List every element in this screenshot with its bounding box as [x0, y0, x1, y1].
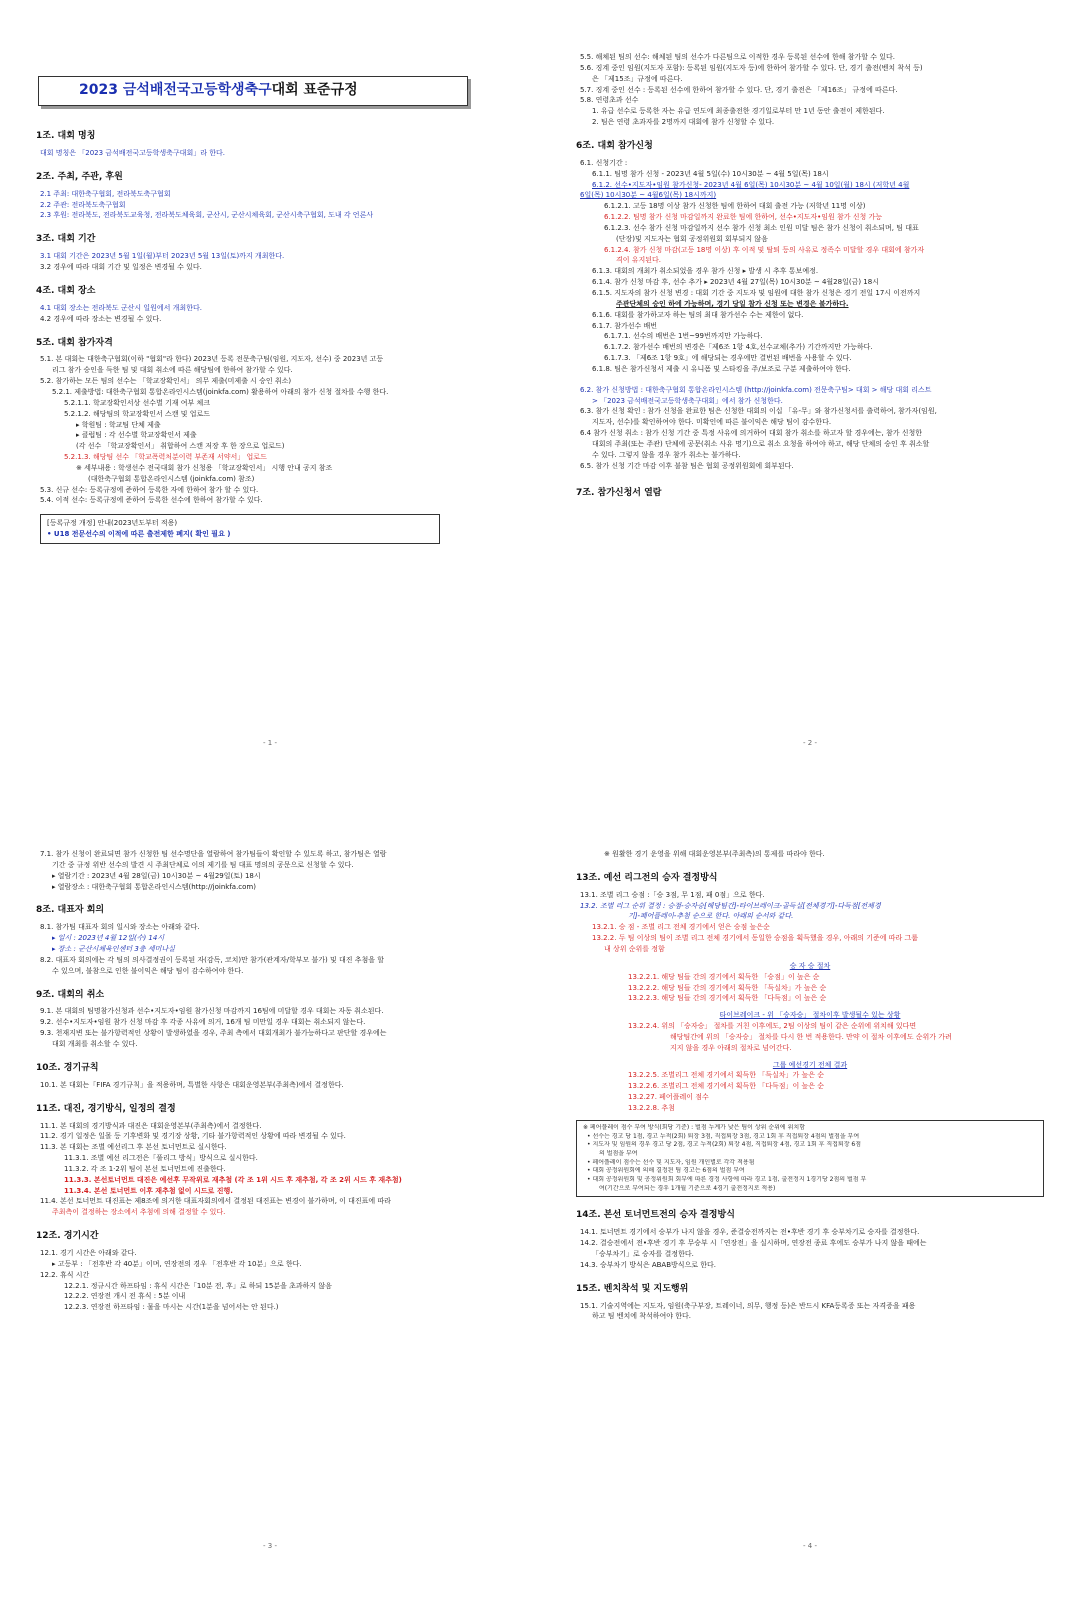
- text-line: (대한축구협회 통합온라인시스템 (joinkfa.com) 참조): [88, 474, 255, 483]
- text-line: 6.1.2. 선수•지도자•임원 참가신청- 2023년 4월 6일(목) 10시30분 ~ 4월 10일(월) 18시 (저학년 4월: [592, 180, 910, 189]
- text-line: 5.8. 연령초과 선수: [580, 96, 639, 105]
- text-line: 13.1. 조별 리그 승점 :「승 3점, 무 1점, 패 0점」으로 한다.: [580, 890, 765, 899]
- document-title: [38, 76, 468, 106]
- text-line: 5.2.1. 제출방법: 대한축구협회 통합온라인시스템(joinkfa.com) 활용하여 아래의 참가 신청 절차를 수행 한다.: [52, 387, 389, 396]
- text-line: ▸ 일시 : 2023년 4월 12일(수) 14시: [52, 934, 165, 943]
- text-line: 6.1.7.1. 선수의 배번은 1번~99번까지만 가능하다.: [604, 332, 763, 341]
- text-line: ▸ 열람장소 : 대한축구협회 통합온라인시스템(http://joinkfa.com): [52, 882, 256, 891]
- text-line: 13.2.2.8. 추첨: [628, 1103, 675, 1112]
- notice-title: [등록규정 개정] 안내(2023년도부터 적용): [47, 519, 178, 528]
- text-line: 13.2.2.2. 해당 팀들 간의 경기에서 획득한 「득실차」가 높은 순: [628, 983, 827, 992]
- text-line: > 「2023 금석배전국고등학생축구대회」에서 참가 신청한다.: [592, 396, 783, 405]
- text-line: 내 상위 순위를 정함: [604, 945, 665, 953]
- text-line: 대회의 주최(또는 주관) 단체에 공문(취소 사유 명기)으로 취소 요청을 하여야 하고, 해당 단체의 승인 후 취소할: [592, 439, 930, 448]
- text-line: 5.2. 참가하는 모든 팀의 선수는 「학교장확인서」 의무 제출(미제출 시 승인 취소): [40, 377, 292, 386]
- note-line: • 대회 공정위원회 및 공정위원회 회부에 따른 경정 사항에 따라 경고 1점, 출전정지 1경기당 2점의 벌점 부: [587, 1175, 867, 1183]
- text-line: 대회 개최를 취소할 수 있다.: [52, 1040, 138, 1048]
- text-line: 11.3.3. 본선토너먼트 대진은 예선후 무작위로 재추첨 (각 조 1위 시드 후 재추첨, 각 조 2위 시드 후 재추첨): [64, 1175, 402, 1184]
- title-rest: 대회 표준규정: [271, 82, 358, 99]
- page-number: - 2 -: [803, 739, 817, 748]
- text-line: 5.6. 징계 중인 임원(지도자 포함): 등록된 임원(지도자 등)에 한하여 참가할 수 있다. 단, 경기 출전(벤치 착석 등): [580, 63, 923, 72]
- text-line: 수 있다. 그렇지 않을 경우 참가 취소는 불가하다.: [592, 450, 741, 459]
- note-line: • 선수는 경고 당 1점, 경고 누적(2회) 퇴장 3점, 직접퇴장 3점, 경고 1회 후 직접퇴장 4점의 벌점을 부여: [587, 1132, 860, 1140]
- text-line: 2.2 주관: 전라북도축구협회: [40, 200, 126, 209]
- text-line: 13.2.1. 승 점 - 조별 리그 전체 경기에서 얻은 승점 높은순: [592, 923, 770, 932]
- section-heading: 3조. 대회 기간: [36, 234, 96, 245]
- text-line: 13.2.2. 두 팀 이상의 팀이 조별 리그 전체 경기에서 동일한 승점을 획득했을 경우, 아래의 기준에 따라 그룹: [592, 934, 919, 943]
- text-line: 2. 팀은 연령 초과자를 2명까지 대회에 참가 신청할 수 있다.: [592, 118, 775, 127]
- text-line: 11.3.2. 각 조 1·2위 팀이 본선 토너먼트에 진출한다.: [64, 1164, 226, 1173]
- subheading: 그룹 예선경기 전체 결과: [772, 1060, 848, 1069]
- text-line: 주최측이 결정하는 장소에서 추첨에 의해 결정할 수 있다.: [52, 1208, 226, 1217]
- fairplay-note-box: [576, 1120, 1044, 1198]
- text-line: 13.2.27. 페어플레이 점수: [628, 1093, 709, 1102]
- text-line: 13.2.2.5. 조별리그 전체 경기에서 획득한 「득실차」가 높은 순: [628, 1071, 824, 1080]
- text-line: 주관단체의 승인 하에 가능하며, 경기 당일 참가 신청 또는 변경은 불가하다.: [616, 299, 849, 308]
- text-line: 6.1.2.1. 고등 18명 이상 참가 신청한 팀에 한하여 대회 출전 가능 (저학년 11명 이상): [604, 202, 866, 211]
- section-heading: 15조. 벤치착석 및 지도행위: [576, 1283, 689, 1294]
- text-line: 6.1.7. 참가선수 배번: [592, 321, 658, 330]
- text-line: 「승부차기」로 승자를 결정한다.: [592, 1249, 694, 1258]
- text-line: 해당팀간에 위의 「승자승」 절차를 다시 한 번 적용한다. 만약 이 절차 이후에도 순위가 가려: [670, 1032, 952, 1041]
- section-heading: 4조. 대회 장소: [36, 285, 96, 296]
- text-line: 6.1.6. 대회를 참가하고자 하는 팀의 최대 참가선수 수는 제한이 없다.: [592, 310, 804, 319]
- text-line: 4.1 대회 장소는 전라북도 군산시 일원에서 개최한다.: [40, 303, 202, 312]
- text-line: 6.1.7.2. 참가선수 배번의 변경은「제6조 1항 4호,선수교체(추가) 기간까지만 가능하다.: [604, 343, 873, 352]
- subheading: 타이브레이크 - 위 「승자승」 절차이후 발생될수 있는 상황: [719, 1011, 901, 1020]
- text-line: 5.3. 신규 선수: 등록규정에 준하여 등록한 자에 한하여 참가 할 수 있다.: [40, 485, 259, 494]
- note-line: 여(기간으로 부여되는 경우 1개월 기준으로 4경기 출전정지로 적용): [599, 1184, 776, 1192]
- section-heading: 10조. 경기규칙: [36, 1062, 99, 1073]
- text-line: 13.2.2.4. 위의 「승자승」 절차를 거친 이후에도, 2팀 이상의 팀이 같은 순위에 위치해 있다면: [628, 1022, 917, 1031]
- text-line: 13.2. 조별 리그 순위 결정 : 승점-승자승[해당팀간]-타이브레이크-골득실[전체경기]-다득점[전체경: [580, 901, 881, 910]
- text-line: 15.1. 기술지역에는 지도자, 임원(축구부장, 트레이너, 의무, 행정 등)은 반드시 KFA등록증 또는 자격증을 패용: [580, 1301, 916, 1310]
- text-line: 9.2. 선수•지도자•임원 참가 신청 마감 후 각종 사유에 의거, 16개 팀 미만일 경우 대회는 취소되지 않는다.: [40, 1018, 366, 1027]
- text-line: 3.2 경우에 따라 대회 기간 및 일정은 변경될 수 있다.: [40, 263, 202, 272]
- section-heading: 12조. 경기시간: [36, 1231, 99, 1242]
- text-line: 6.1.2.4. 참가 신청 마감(고등 18명 이상) 후 이적 및 탈퇴 등의 사유로 정족수 미달할 경우 대회에 참가자: [604, 245, 925, 254]
- text-line: 14.1. 토너먼트 경기에서 승부가 나지 않을 경우, 준결승전까지는 전•후반 경기 후 승부차기로 승자를 결정한다.: [580, 1228, 920, 1237]
- section-heading: 6조. 대회 참가신청: [576, 140, 653, 151]
- text-line: 6.1.7.3. 「제6조 1항 9호」에 해당되는 경우에만 결번된 배번을 사용할 수 있다.: [604, 354, 852, 363]
- section-heading: 2조. 주최, 주관, 후원: [36, 171, 123, 182]
- text-line: 6.2. 참가 신청방법 : 대한축구협회 통합온라인시스템 (http://joinkfa.com) 전문축구팀> 대회 > 해당 대회 리스트: [580, 385, 932, 394]
- text-line: 하고 팀 벤치에 착석하여야 한다.: [592, 1312, 692, 1321]
- text-line: 지지 않을 경우 아래의 절차로 넘어간다.: [670, 1043, 792, 1052]
- text-line: 5.2.1.2. 해당팀의 학교장확인서 스캔 및 업로드: [64, 409, 211, 418]
- page-number: - 1 -: [263, 739, 277, 748]
- section-heading: 11조. 대진, 경기방식, 일정의 결정: [36, 1103, 176, 1114]
- section-heading: 14조. 본선 토너먼트전의 승자 결정방식: [576, 1210, 735, 1221]
- page-3: [0, 803, 540, 1606]
- text-line: 12.2.3. 연장전 하프타임 : 물을 마시는 시간(1분을 넘어서는 안 된다.): [64, 1303, 279, 1312]
- notice-box: [40, 514, 440, 544]
- text-line: ▸ 고등부 : 「전후반 각 40분」이며, 연장전의 경우 「전후반 각 10분」으로 한다.: [52, 1259, 302, 1268]
- notice-item: • U18 전문선수의 이적에 따른 출전제한 폐지( 확인 필요 ): [47, 530, 231, 539]
- text-line: 7.1. 참가 신청이 완료되면 참가 신청한 팀 선수명단을 열람하여 참가팀들이 확인할 수 있도록 하고, 참가팀은 열람: [40, 850, 387, 858]
- section-heading: 5조. 대회 참가자격: [36, 337, 113, 348]
- subheading: 승 자 승 절차: [789, 961, 831, 970]
- text-line: 11.1. 본 대회의 경기방식과 대진은 대회운영본부(주최측)에서 결정한다.: [40, 1121, 262, 1130]
- text-line: 6.1.4. 참가 신청 마감 후, 선수 추가 ▸ 2023년 4월 27일(목) 10시30분 ~ 4월28일(금) 18시: [592, 278, 879, 287]
- text-line: 6.1.2.3. 선수 참가 신청 마감일까지 선수 참가 신청 최소 인원 미달 팀은 참가 신청이 취소되며, 팀 대표: [604, 223, 919, 232]
- text-line: 12.1. 경기 시간은 아래와 같다.: [40, 1249, 137, 1258]
- text-line: 11.2. 경기 일정은 일몰 등 기후변화 및 경기장 상황, 기타 불가항력적인 상황에 따라 변경될 수 있다.: [40, 1132, 346, 1141]
- text-line: 6.1.2.2. 팀명 참가 신청 마감일까지 완료한 팀에 한하여, 선수•지도자•임원 참가 신청 가능: [604, 213, 883, 222]
- text-line: 격이 유지된다.: [616, 256, 662, 265]
- text-line: 2.3 후원: 전라북도, 전라북도교육청, 전라북도체육회, 군산시, 군산시체육회, 군산시축구협회, 도내 각 언론사: [40, 211, 374, 220]
- section-heading: 9조. 대회의 취소: [36, 989, 105, 1000]
- text-line: 13.2.2.6. 조별리그 전체 경기에서 획득한 「다득점」이 높은 순: [628, 1082, 824, 1091]
- text-line: 11.3. 본 대회는 조별 예선리그 후 본선 토너먼트로 실시한다.: [40, 1143, 227, 1152]
- text-line: 5.4. 이적 선수: 등록규정에 준하여 등록한 선수에 한하여 참가할 수 있다.: [40, 496, 263, 505]
- text-line: 5.2.1.3. 해당팀 선수 「학교폭력처분이력 부존재 서약서」 업로드: [64, 453, 267, 462]
- text-line: ▸ 학원팀 : 학교팀 단체 제출: [76, 420, 161, 429]
- text-line: 6.1.8. 팀은 참가신청서 제출 시 유니폼 및 스타킹을 주/보조로 구분 제출하여야 한다.: [592, 364, 851, 373]
- section-heading: 13조. 예선 리그전의 승자 결정방식: [576, 872, 718, 883]
- section-heading: 8조. 대표자 회의: [36, 905, 105, 916]
- text-line: 6.1.5. 지도자의 참가 신청 변경 : 대회 기간 중 지도자 및 임원에 대한 참가 신청은 경기 전일 17시 이전까지: [592, 288, 921, 297]
- text-line: 4.2 경우에 따라 장소는 변경될 수 있다.: [40, 314, 162, 323]
- text-line: 수 있으며, 불참으로 인한 불이익은 해당 팀이 감수하여야 한다.: [52, 966, 244, 975]
- text-line: 8.1. 참가팀 대표자 회의 일시와 장소는 아래와 같다.: [40, 923, 200, 932]
- text-line: 은 「제15조」규정에 따른다.: [592, 74, 683, 83]
- text-line: 6.5. 참가 신청 기간 마감 이후 불참 팀은 협회 공정위원회에 회부된다.: [580, 461, 794, 470]
- text-line: 12.2. 휴식 시간: [40, 1270, 90, 1279]
- text-line: ※ 세부내용 : 학생선수 전국대회 참가 신청용 「학교장확인서」 시행 안내 공지 참조: [76, 463, 333, 472]
- note-line: 의 벌점을 부여: [599, 1149, 638, 1157]
- section-heading: 7조. 참가신청서 열람: [576, 488, 662, 499]
- text-line: 기간 중 규정 위반 선수의 발견 시 주최단체로 이의 제기를 팀 대표 명의의 공문으로 신청할 수 있다.: [52, 860, 354, 869]
- text-line: (단장)및 지도자는 협회 공정위원회 회부되지 않음: [616, 234, 768, 243]
- text-line: 11.3.4. 본선 토너먼트 이후 재추첨 없이 시드로 진행.: [64, 1186, 233, 1195]
- text-line: 11.3.1. 조별 예선 리그전은「풀리그 방식」방식으로 실시한다.: [64, 1154, 258, 1163]
- text-line: (각 선수 「학교장확인서」 취합하여 스캔 저장 후 한 장으로 업로드): [76, 442, 285, 451]
- text-line: 9.1. 본 대회의 팀명참가신청과 선수•지도자•임원 참가신청 마감까지 16팀에 미달할 경우 대회는 자동 취소된다.: [40, 1007, 384, 1016]
- note-line: • 페어플레이 점수는 선수 및 지도자, 임원 개인별로 각각 적용됨: [587, 1158, 755, 1166]
- text-line: 10.1. 본 대회는「FIFA 경기규칙」을 적용하며, 특별한 사항은 대회운영본부(주최측)에서 결정한다.: [40, 1080, 344, 1089]
- text-line: 13.2.2.1. 해당 팀들 간의 경기에서 획득한 「승점」이 높은 순: [628, 972, 820, 981]
- text-line: 5.7. 징계 중인 선수 : 등록된 선수에 한하여 참가할 수 있다. 단, 경기 출전은 「제16조」 규정에 따른다.: [580, 85, 898, 94]
- text-line: 5.5. 해체된 팀의 선수: 해체된 팀의 선수가 다른팀으로 이적한 경우 등록된 선수에 한해 참가할 수 있다.: [580, 53, 896, 61]
- text-line: 기]-페어플레이-추첨 순으로 한다. 아래의 순서와 같다.: [628, 912, 794, 921]
- text-line: ※ 원활한 경기 운영을 위해 대회운영본부(주최측)의 통제를 따라야 한다.: [604, 850, 825, 858]
- text-line: 5.1. 본 대회는 대한축구협회(이하 "협회"라 한다) 2023년 등록 전문축구팀(임원, 지도자, 선수) 중 2023년 고등: [40, 355, 384, 364]
- text-line: 6.1.3. 대회의 개최가 취소되었을 경우 참가 신청 ▸ 발생 시 추후 통보예정.: [592, 267, 819, 276]
- text-line: 14.3. 승부차기 방식은 ABAB방식으로 한다.: [580, 1260, 717, 1269]
- text-line: 5.2.1.1. 학교장확인서상 선수별 기재 여부 체크: [64, 398, 211, 407]
- text-line: ▸ 장소 : 군산시체육인센터 3층 세미나실: [52, 945, 175, 953]
- text-line: 1. 유급 선수로 등록한 자는 유급 연도에 최종출전한 경기일로부터 만 1년 동안 출전이 제한된다.: [592, 107, 885, 116]
- text-line: 6.4 참가 신청 취소 : 참가 신청 기간 중 특정 사유에 의거하여 대회 참가 취소를 하고자 할 경우에는, 참가 신청한: [580, 429, 922, 438]
- text-line: 6.1. 신청기간 :: [580, 158, 628, 167]
- text-line: 9.3. 천재지변 또는 불가항력적인 상황이 발생하였을 경우, 주최 측에서 대회개최가 불가능하다고 판단할 경우에는: [40, 1029, 387, 1038]
- text-line: 6.1.1. 팀명 참가 신청 - 2023년 4월 5일(수) 10시30분 ~ 4월 5일(목) 18시: [592, 169, 829, 178]
- text-line: 12.2.2. 연장전 개시 전 휴식 : 5분 이내: [64, 1292, 186, 1301]
- text-line: 14.2. 결승전에서 전•후반 경기 후 무승부 시「연장전」을 실시하며, 연장전 종료 후에도 승부가 나지 않을 때에는: [580, 1239, 927, 1248]
- page-2: [540, 0, 1080, 803]
- text-line: ▸ 클럽팀 : 각 선수별 학교장확인서 제출: [76, 431, 197, 440]
- text-line: 3.1 대회 기간은 2023년 5월 1일(월)부터 2023년 5월 13일(토)까지 개최한다.: [40, 252, 285, 261]
- note-line: ※ 페어플레이 점수 부여 방식(회당 기준) : 벌점 누계가 낮은 팀이 상위 순위에 위치함: [583, 1123, 805, 1131]
- text-line: 대회 명칭은 「2023 금석배전국고등학생축구대회」라 한다.: [40, 148, 225, 157]
- note-line: • 지도자 및 임원의 경우 경고 당 2점, 경고 누적(2회) 퇴장 4점, 직접퇴장 4점, 경고 1회 후 직접퇴장 6점: [587, 1141, 862, 1149]
- text-line: ▸ 열람기간 : 2023년 4월 28일(금) 10시30분 ~ 4월29일(토) 18시: [52, 871, 261, 880]
- page-4: [540, 803, 1080, 1606]
- text-line: 13.2.2.3. 해당 팀들 간의 경기에서 획득한 「다득점」이 높은 순: [628, 994, 827, 1003]
- text-line: 6.3. 참가 신청 확인 : 참가 신청을 완료한 팀은 신청한 대회의 이십 「유-무」와 참가신청서를 출력하여, 참가자(임원,: [580, 407, 937, 416]
- text-line: 리그 참가 승인을 득한 팀 및 대회 취소에 따른 해당팀에 한하여 참가할 수 있다.: [52, 366, 293, 375]
- title-blue-part: 2023 금석배전국고등학생축구: [79, 82, 272, 99]
- text-line: 8.2. 대표자 회의에는 각 팀의 의사결정권이 등록된 자(감독, 코치)만 참가(관계자/학부모 불가) 및 대진 추첨을 할: [40, 955, 385, 964]
- section-heading: 1조. 대회 명칭: [36, 131, 96, 141]
- text-line: 6일(목) 10시30분 ~ 4월6일(목) 18시까지): [580, 191, 717, 200]
- page-number: - 3 -: [263, 1542, 277, 1551]
- text-line: 2.1 주최: 대한축구협회, 전라북도축구협회: [40, 189, 171, 198]
- note-line: • 대회 공정위원회에 의해 결정된 팀 경고는 6점의 벌점 부여: [587, 1167, 745, 1175]
- text-line: 11.4. 본선 토너먼트 대진표는 제8조에 의거한 대표자회의에서 결정된 대진표는 변경이 불가하며, 이 대진표에 따라: [40, 1197, 391, 1206]
- page-1: [0, 0, 540, 803]
- text-line: 지도자, 선수)를 확인하여야 한다. 미확인에 따른 불이익은 해당 팀이 감수한다.: [592, 418, 832, 427]
- page-number: - 4 -: [803, 1542, 817, 1551]
- text-line: 12.2.1. 정규시간 하프타임 : 휴식 시간은「10분 전, 후」로 하되 15분을 초과하지 않음: [64, 1281, 332, 1290]
